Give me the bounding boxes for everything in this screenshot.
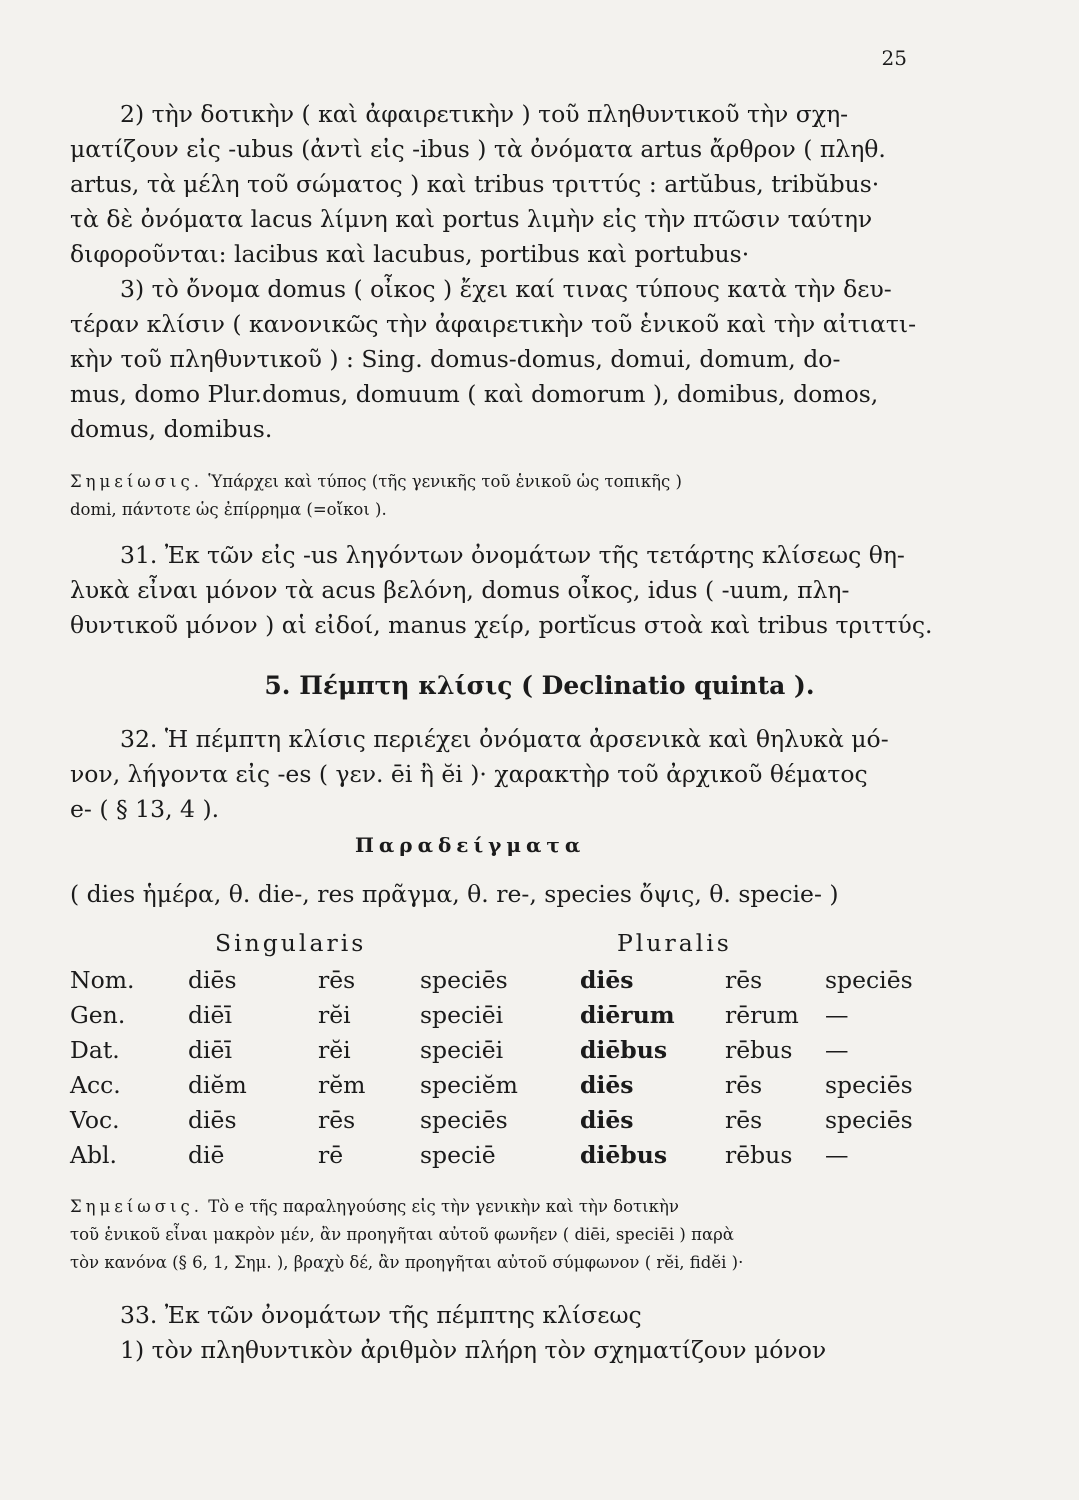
- cell: speciēi: [420, 1001, 504, 1029]
- cell: diēs: [188, 966, 237, 994]
- text-line: τὰ δὲ ὀνόματα lacus λίμνη καὶ portus λιμὴν εἰς τὴν πτῶσιν ταύτην: [70, 205, 873, 233]
- text-line: 3) τὸ ὄνομα domus ( οἶκος ) ἔχει καί τινας τύπους κατὰ τὴν δευ-: [120, 275, 892, 303]
- cell: speciĕm: [420, 1071, 518, 1099]
- text-line: domus, domibus.: [70, 415, 273, 443]
- table-row: [70, 1036, 920, 1071]
- cell: speciēs: [825, 1071, 913, 1099]
- cell: rēs: [725, 1071, 763, 1099]
- cell: diēī: [188, 1001, 232, 1029]
- text-line: 32. Ἡ πέμπτη κλίσις περιέχει ὀνόματα ἀρσενικὰ καὶ θηλυκὰ μό-: [120, 725, 889, 753]
- text-line: κὴν τοῦ πληθυντικοῦ ) : Sing. domus-domus, domui, domum, do-: [70, 345, 841, 373]
- cell: diēs: [188, 1106, 237, 1134]
- cell: speciēs: [825, 1106, 913, 1134]
- cell: rēs: [725, 1106, 763, 1134]
- cell: rĕm: [318, 1071, 366, 1099]
- text-line: νον, λήγοντα εἰς -es ( γεν. ēi ἢ ĕi )· χαρακτὴρ τοῦ ἀρχικοῦ θέματος: [70, 760, 868, 788]
- text-line: θυντικοῦ μόνον ) αἱ εἰδοί, manus χείρ, portĭcus στοὰ καὶ tribus τριττύς.: [70, 611, 933, 639]
- paradeigmata-heading: Παραδείγματα: [355, 833, 586, 857]
- cell: —: [825, 1036, 849, 1064]
- note-text: Τὸ e τῆς παραληγούσης εἰς τὴν γενικὴν καὶ τὴν δοτικὴν: [208, 1197, 679, 1216]
- note-e-quantity: [70, 1193, 910, 1277]
- note-text: τοῦ ἑνικοῦ εἶναι μακρὸν μέν, ἂν προηγῆται αὐτοῦ φωνῆεν ( diēi, speciēi ) παρὰ: [70, 1225, 734, 1244]
- cell: rēs: [318, 1106, 356, 1134]
- cell: speciēs: [420, 966, 508, 994]
- cell: speciēi: [420, 1036, 504, 1064]
- cell: rĕi: [318, 1036, 351, 1064]
- cell: —: [825, 1001, 849, 1029]
- cell: rēbus: [725, 1141, 793, 1169]
- page-number: 25: [881, 46, 907, 70]
- cell: diēs: [580, 966, 634, 994]
- note-text: Ὑπάρχει καὶ τύπος (τῆς γενικῆς τοῦ ἑνικοῦ ὡς τοπικῆς ): [208, 472, 682, 491]
- table-row: [70, 966, 920, 1001]
- case-label: Dat.: [70, 1036, 120, 1064]
- cell: rĕi: [318, 1001, 351, 1029]
- cell: speciē: [420, 1141, 496, 1169]
- cell: rēbus: [725, 1036, 793, 1064]
- paragraph-33: [70, 1298, 910, 1368]
- table-row: [70, 1071, 920, 1106]
- cell: diērum: [580, 1001, 675, 1029]
- cell: diēs: [580, 1071, 634, 1099]
- cell: diē: [188, 1141, 225, 1169]
- text-line: 33. Ἐκ τῶν ὀνομάτων τῆς πέμπτης κλίσεως: [120, 1301, 642, 1329]
- table-row: [70, 1141, 920, 1176]
- note-label: Σημείωσις.: [70, 1197, 203, 1216]
- text-line: λυκὰ εἶναι μόνον τὰ acus βελόνη, domus οἶκος, idus ( -uum, πλη-: [70, 576, 850, 604]
- note-text: domi, πάντοτε ὡς ἐπίρρημα (=οἴκοι ).: [70, 500, 387, 519]
- cell: —: [825, 1141, 849, 1169]
- cell: rēs: [318, 966, 356, 994]
- examples-line: ( dies ἡμέρα, θ. die-, res πρᾶγμα, θ. re-, species ὄψις, θ. specie- ): [70, 880, 839, 908]
- cell: rēs: [725, 966, 763, 994]
- cell: diēbus: [580, 1036, 668, 1064]
- case-label: Abl.: [70, 1141, 117, 1169]
- pluralis-header: Pluralis: [617, 929, 732, 957]
- cell: speciēs: [420, 1106, 508, 1134]
- note-text: τὸν κανόνα (§ 6, 1, Σημ. ), βραχὺ δέ, ἂν προηγῆται αὐτοῦ σύμφωνον ( rĕi, fidĕi )·: [70, 1253, 744, 1272]
- note-label: Σημείωσις.: [70, 472, 203, 491]
- cell: diēbus: [580, 1141, 668, 1169]
- singularis-header: Singularis: [215, 929, 367, 957]
- text-line: 2) τὴν δοτικὴν ( καὶ ἀφαιρετικὴν ) τοῦ πληθυντικοῦ τὴν σχη-: [120, 100, 849, 128]
- cell: speciēs: [825, 966, 913, 994]
- text-line: τέραν κλίσιν ( κανονικῶς τὴν ἀφαιρετικὴν τοῦ ἑνικοῦ καὶ τὴν αἰτιατι-: [70, 310, 917, 338]
- text-line: 1) τὸν πληθυντικὸν ἀριθμὸν πλήρη τὸν σχηματίζουν μόνον: [120, 1336, 827, 1364]
- note-domi: [70, 468, 910, 524]
- section-domus: [70, 97, 917, 447]
- section-heading: 5. Πέμπτη κλίσις ( Declinatio quinta ).: [264, 671, 815, 700]
- declension-table: [70, 966, 920, 1176]
- case-label: Gen.: [70, 1001, 126, 1029]
- cell: diēī: [188, 1036, 232, 1064]
- table-row: [70, 1001, 920, 1036]
- text-line: διφοροῦνται: lacibus καὶ lacubus, portibus καὶ portubus·: [70, 240, 750, 268]
- text-line: 31. Ἐκ τῶν εἰς -us ληγόντων ὀνομάτων τῆς τετάρτης κλίσεως θη-: [120, 541, 905, 569]
- case-label: Acc.: [70, 1071, 121, 1099]
- text-line: ματίζουν εἰς -ubus (ἀντὶ εἰς -ibus ) τὰ ὀνόματα artus ἄρθρον ( πληθ.: [70, 135, 886, 163]
- paragraph-31: [70, 538, 933, 643]
- cell: diēs: [580, 1106, 634, 1134]
- text-line: artus, τὰ μέλη τοῦ σώματος ) καὶ tribus τριττύς : artŭbus, tribŭbus·: [70, 170, 880, 198]
- cell: diĕm: [188, 1071, 247, 1099]
- case-label: Voc.: [70, 1106, 120, 1134]
- paragraph-32: [70, 722, 910, 827]
- text-line: mus, domo Plur.domus, domuum ( καὶ domorum ), domibus, domos,: [70, 380, 879, 408]
- cell: rē: [318, 1141, 344, 1169]
- text-line: e- ( § 13, 4 ).: [70, 795, 220, 823]
- case-label: Nom.: [70, 966, 135, 994]
- cell: rērum: [725, 1001, 799, 1029]
- table-row: [70, 1106, 920, 1141]
